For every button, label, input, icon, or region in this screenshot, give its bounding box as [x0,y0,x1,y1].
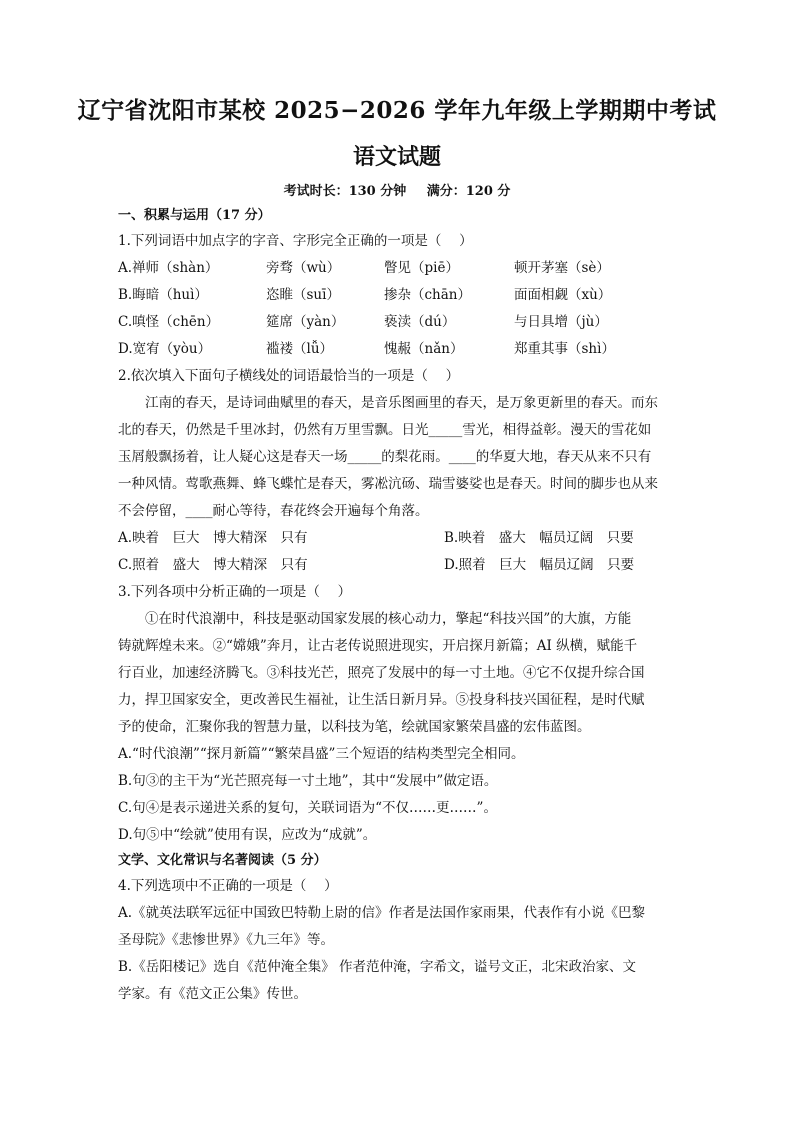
word-item: A.禅师（shàn） [118,260,219,276]
option-b: B.映着 盛大 幅员辽阔 只要 [444,530,634,546]
word-item: 褴褛（lǚ） [266,341,334,357]
option-c: C.句④是表示递进关系的复句，关联词语为“不仅……更……”。 [118,800,497,816]
question-stem: 2.依次填入下面句子横线处的词语最恰当的一项是（ ） [118,368,460,384]
passage-line: 北的春天，仍然是千里冰封，仍然有万里雪飘。日光_____雪光，相得益彰。漫天的雪花如 [118,422,652,438]
option-row [118,309,678,336]
option-row [118,525,678,552]
passage-line: 玉屑般飘扬着，让人疑心这是春天一场_____的梨花雨。____的华夏大地，春天从来不只有 [118,449,652,465]
option-d: D.句⑤中“绘就”使用有误，应改为“成就”。 [118,827,377,843]
question-stem: 1.下列词语中加点字的字音、字形完全正确的一项是（ ） [118,233,473,249]
word-item: 亵渎（dú） [384,314,456,330]
section-heading: 一、积累与运用（17 分） [118,208,271,223]
option-row [118,255,678,282]
option-b: B.《岳阳楼记》选自《范仲淹全集》 作者范仲淹，字希文，谥号文正，北宋政治家、文 [118,959,637,975]
word-item: B.晦暗（huì） [118,287,208,303]
option-row [118,282,678,309]
passage-line: 铸就辉煌未来。②“嫦娥”奔月，让古老传说照进现实，开启探月新篇；AI 纵横，赋能千 [118,638,638,654]
option-row [118,552,678,579]
option-d: D.照着 巨大 幅员辽阔 只要 [444,557,635,573]
exam-body [118,204,678,1008]
word-item: C.嗔怪（chēn） [118,314,220,330]
exam-total-score: 满分：120 分 [426,184,511,199]
passage-line: 行百业，加速经济腾飞。③科技光芒，照亮了发展中的每一寸土地。④它不仅提升综合国 [118,665,645,681]
passage-line: 力，捍卫国家安全，更改善民生福祉，让生活日新月异。⑤投身科技兴国征程，是时代赋 [118,692,645,708]
option-a: A.《就英法联军远征中国致巴特勒上尉的信》作者是法国作家雨果，代表作有小说《巴黎 [118,905,646,921]
passage-line: 一种风情。莺歌燕舞、蜂飞蝶忙是春天，雾凇沆砀、瑞雪婆娑也是春天。时间的脚步也从来 [118,476,658,492]
passage-line: 江南的春天，是诗词曲赋里的春天，是音乐图画里的春天，是万象更新里的春天。而东 [145,395,658,411]
option-b: B.句③的主干为“光芒照亮每一寸土地”，其中“发展中”做定语。 [118,773,498,789]
word-item: 掺杂（chān） [384,287,471,303]
word-item: 面面相觑（xù） [514,287,612,303]
word-item: 愧赧（nǎn） [384,341,464,357]
passage-line: ①在时代浪潮中，科技是驱动国家发展的核心动力，擎起“科技兴国”的大旗，方能 [145,611,632,627]
page-title: 辽宁省沈阳市某校 2025−2026 学年九年级上学期期中考试 [77,97,717,124]
passage-line: 不会停留，____耐心等待，春花终会开遍每个角落。 [118,503,429,519]
question-stem: 3.下列各项中分析正确的一项是（ ） [118,584,352,600]
word-item: 瞥见（piē） [384,260,459,276]
option-a: A.映着 巨大 博大精深 只有 [118,530,308,546]
page-subtitle: 语文试题 [352,144,441,170]
exam-meta [0,180,794,199]
word-item: 恣睢（suī） [266,287,340,303]
word-item: 与日具增（jù） [514,314,608,330]
option-a: A.“时代浪潮”“探月新篇”“繁荣昌盛”三个短语的结构类型完全相同。 [118,746,525,762]
option-b-cont: 学家。有《范文正公集》传世。 [118,986,307,1002]
word-item: 郑重其事（shì） [514,341,615,357]
word-item: 顿开茅塞（sè） [514,260,610,276]
option-row [118,336,678,363]
section-heading: 文学、文化常识与名著阅读（5 分） [118,853,327,868]
question-stem: 4.下列选项中不正确的一项是（ ） [118,878,338,894]
word-item: 旁骛（wù） [266,260,341,276]
option-a-cont: 圣母院》《悲惨世界》《九三年》等。 [118,932,334,948]
word-item: 筵席（yàn） [266,314,345,330]
word-item: D.宽宥（yòu） [118,341,212,357]
passage-line: 予的使命，汇聚你我的智慧力量，以科技为笔，绘就国家繁荣昌盛的宏伟蓝图。 [118,719,591,735]
exam-duration: 考试时长：130 分钟 [283,184,407,199]
option-c: C.照着 盛大 博大精深 只有 [118,557,308,573]
